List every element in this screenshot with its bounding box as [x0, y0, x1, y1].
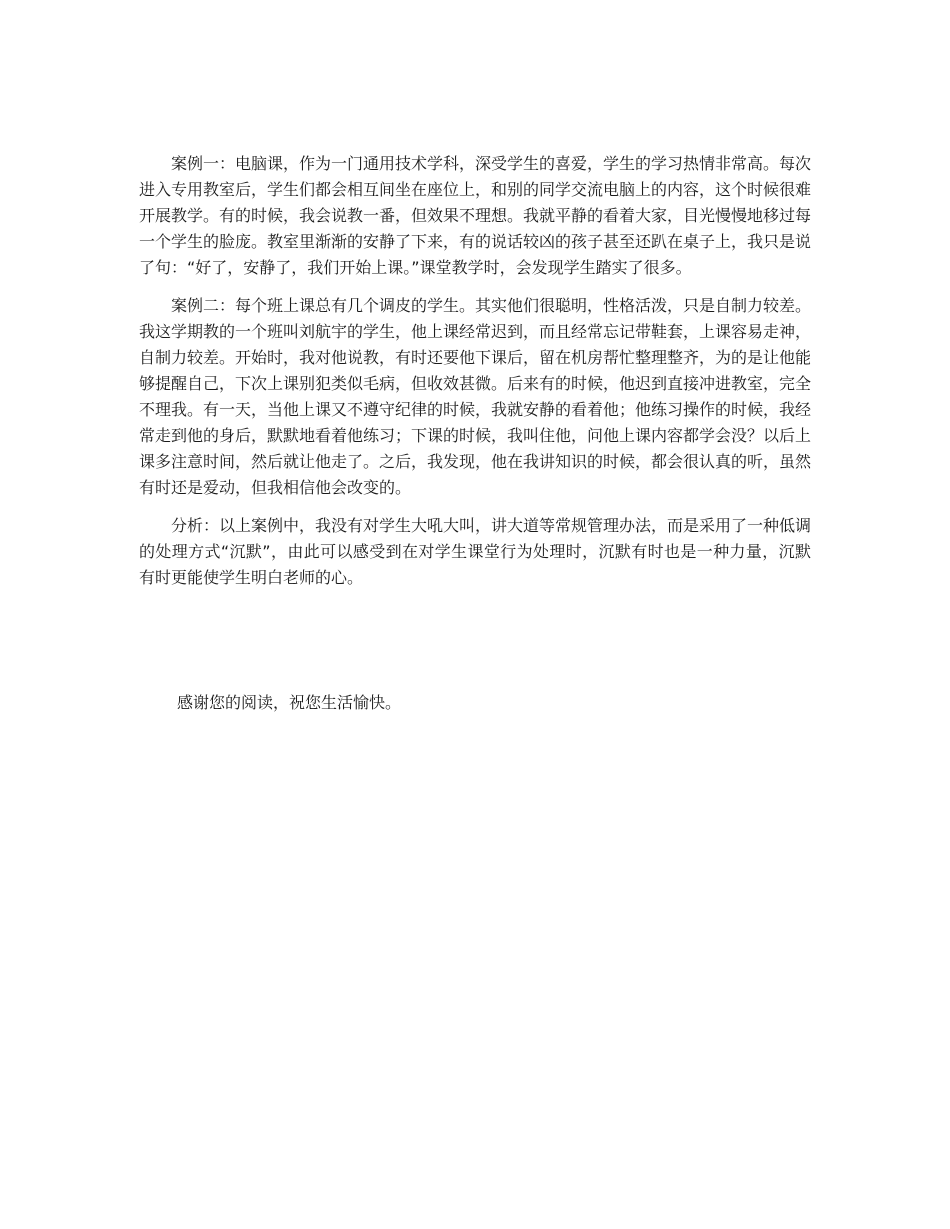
paragraph-analysis: 分析：以上案例中，我没有对学生大吼大叫，讲大道等常规管理办法，而是采用了一种低调的处理方式“沉默”，由此可以感受到在对学生课堂行为处理时，沉默有时也是一种力量，沉默有时更能使学生明白老师的心。 — [139, 516, 812, 587]
document-body — [139, 151, 811, 603]
paragraph-case-one: 案例一：电脑课，作为一门通用技术学科，深受学生的喜爱，学生的学习热情非常高。每次进入专用教室后，学生们都会相互间坐在座位上，和别的同学交流电脑上的内容，这个时候很难开展教学。有的时候，我会说教一番，但效果不理想。我就平静的看着大家，目光慢慢地移过每一个学生的脸庞。教室里渐渐的安静了下来，有的说话较凶的孩子甚至还趴在桌子上，我只是说了句：“好了，安静了，我们开始上课。”课堂教学时，会发现学生踏实了很多。 — [139, 154, 812, 277]
closing-line: 感谢您的阅读，祝您生活愉快。 — [177, 693, 402, 712]
paragraph-case-two: 案例二：每个班上课总有几个调皮的学生。其实他们很聪明，性格活泼，只是自制力较差。我这学期教的一个班叫刘航宇的学生，他上课经常迟到，而且经常忘记带鞋套，上课容易走神，自制力较差。开始时，我对他说教，有时还要他下课后，留在机房帮忙整理整齐，为的是让他能够提醒自己，下次上课别犯类似毛病，但收效甚微。后来有的时候，他迟到直接冲进教室，完全不理我。有一天，当他上课又不遵守纪律的时候，我就安静的看着他；他练习操作的时候，我经常走到他的身后，默默地看着他练习；下课的时候，我叫住他，问他上课内容都学会没？以后上课多注意时间，然后就让他走了。之后，我发现，他在我讲知识的时候，都会很认真的听，虽然有时还是爱动，但我相信他会改变的。 — [139, 296, 812, 497]
